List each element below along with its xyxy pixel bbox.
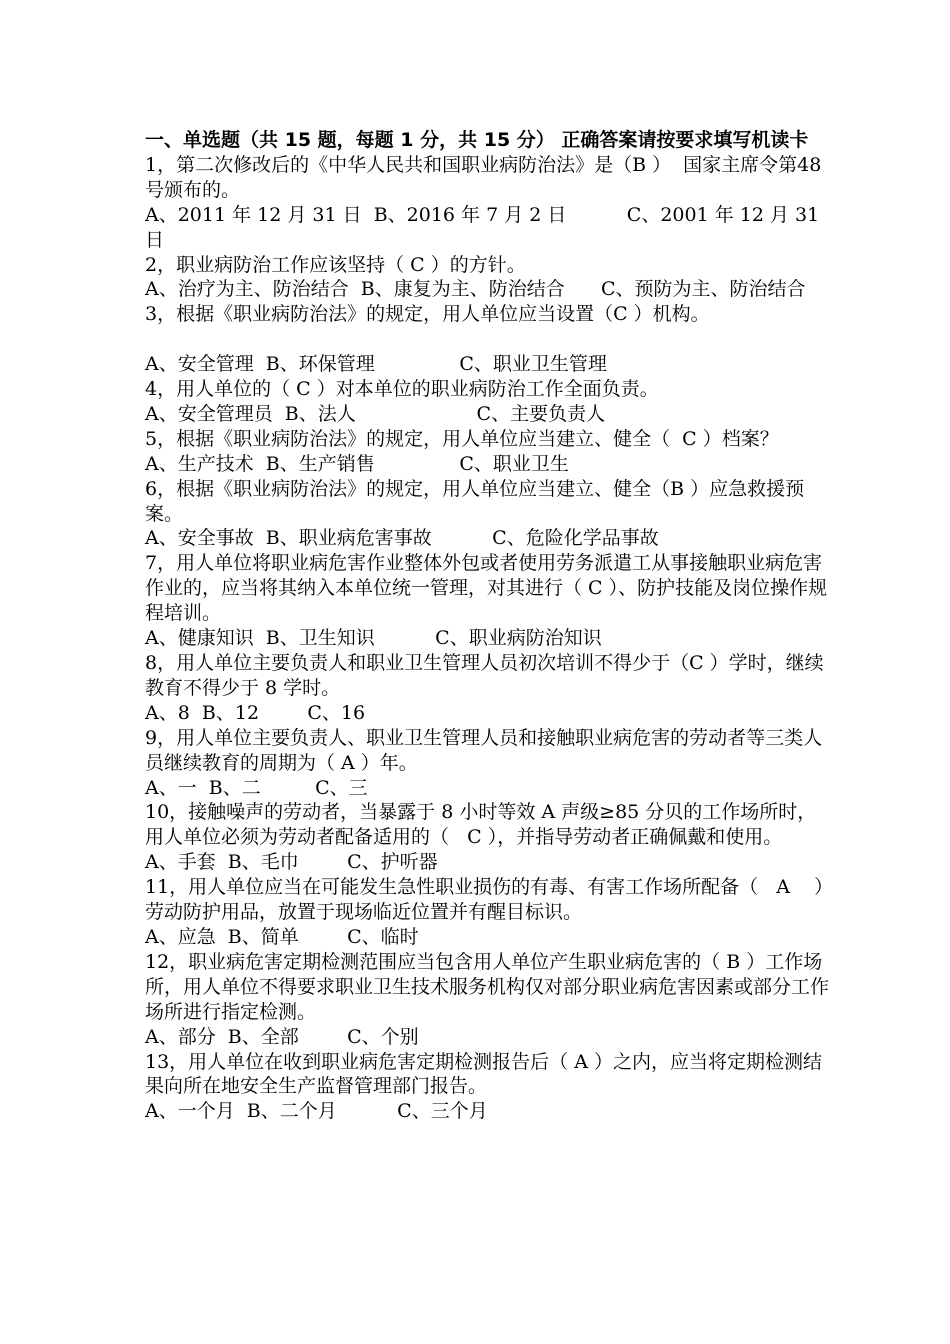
question-7 [145, 551, 835, 651]
question-2 [145, 253, 835, 303]
question-11 [145, 875, 835, 950]
question-text: 4，用人单位的（ C ）对本单位的职业病防治工作全面负责。 [145, 378, 659, 401]
question-1 [145, 153, 835, 253]
question-6 [145, 477, 835, 552]
answer-options: A、安全管理员 B、法人 C、主要负责人 [145, 402, 606, 425]
answer-options: A、安全管理 B、环保管理 C、职业卫生管理 [145, 353, 607, 376]
question-text: 1，第二次修改后的《中华人民共和国职业病防治法》是（B ） 国家主席令第48号颁布的。 [145, 153, 822, 201]
question-text: 11，用人单位应当在可能发生急性职业损伤的有毒、有害工作场所配备（ A ）劳动防护用品，放置于现场临近位置并有醒目标识。 [145, 876, 834, 924]
question-text: 2，职业病防治工作应该坚持（ C ）的方针。 [145, 253, 526, 276]
question-text: 5，根据《职业病防治法》的规定，用人单位应当建立、健全（ C ）档案？ [145, 427, 779, 450]
question-text: 9，用人单位主要负责人、职业卫生管理人员和接触职业病危害的劳动者等三类人员继续教育的周期为（ A ）年。 [145, 726, 823, 774]
question-text: 12，职业病危害定期检测范围应当包含用人单位产生职业病危害的（ B ）工作场所，用人单位不得要求职业卫生技术服务机构仅对部分职业病危害因素或部分工作场所进行指定检测。 [145, 950, 830, 1023]
blank-line [145, 327, 835, 352]
question-text: 13，用人单位在收到职业病危害定期检测报告后（ A ）之内，应当将定期检测结果向所在地安全生产监督管理部门报告。 [145, 1050, 822, 1098]
question-3 [145, 302, 835, 377]
question-8 [145, 651, 835, 726]
answer-options: A、应急 B、简单 C、临时 [145, 925, 419, 948]
answer-options: A、8 B、12 C、16 [145, 701, 366, 724]
question-4 [145, 377, 835, 427]
answer-options: A、手套 B、毛巾 C、护听器 [145, 851, 438, 874]
answer-options: A、健康知识 B、卫生知识 C、职业病防治知识 [145, 627, 602, 650]
answer-options: A、治疗为主、防治结合 B、康复为主、防治结合 C、预防为主、防治结合 [145, 278, 806, 301]
question-5 [145, 427, 835, 477]
answer-options: A、一 B、二 C、三 [145, 776, 368, 799]
question-13 [145, 1050, 835, 1125]
section-title: 一、单选题（共 15 题，每题 1 分，共 15 分） 正确答案请按要求填写机读卡 [145, 129, 809, 151]
question-text: 3，根据《职业病防治法》的规定，用人单位应当设置（C ）机构。 [145, 303, 710, 326]
answer-options: A、2011 年 12 月 31 日 B、2016 年 7 月 2 日 C、2001 年 12 月 31 日 [145, 203, 826, 251]
question-12 [145, 950, 835, 1050]
answer-options: A、生产技术 B、生产销售 C、职业卫生 [145, 452, 569, 475]
question-text: 10，接触噪声的劳动者，当暴露于 8 小时等效 A 声级≥85 分贝的工作场所时，用人单位必须为劳动者配备适用的（ C ），并指导劳动者正确佩戴和使用。 [145, 801, 817, 849]
document-page [145, 128, 835, 1124]
question-text: 7，用人单位将职业病危害作业整体外包或者使用劳务派遣工从事接触职业病危害作业的，应当将其纳入本单位统一管理，对其进行（ C ）、防护技能及岗位操作规程培训。 [145, 552, 828, 625]
question-text: 8，用人单位主要负责人和职业卫生管理人员初次培训不得少于（C ）学时，继续教育不得少于 8 学时。 [145, 652, 824, 699]
answer-options: A、一个月 B、二个月 C、三个月 [145, 1100, 488, 1123]
question-text: 6，根据《职业病防治法》的规定，用人单位应当建立、健全（B ）应急救援预案。 [145, 477, 805, 525]
answer-options: A、安全事故 B、职业病危害事故 C、危险化学品事故 [145, 527, 659, 550]
question-10 [145, 800, 835, 875]
answer-options: A、部分 B、全部 C、个别 [145, 1025, 419, 1048]
question-9 [145, 726, 835, 801]
